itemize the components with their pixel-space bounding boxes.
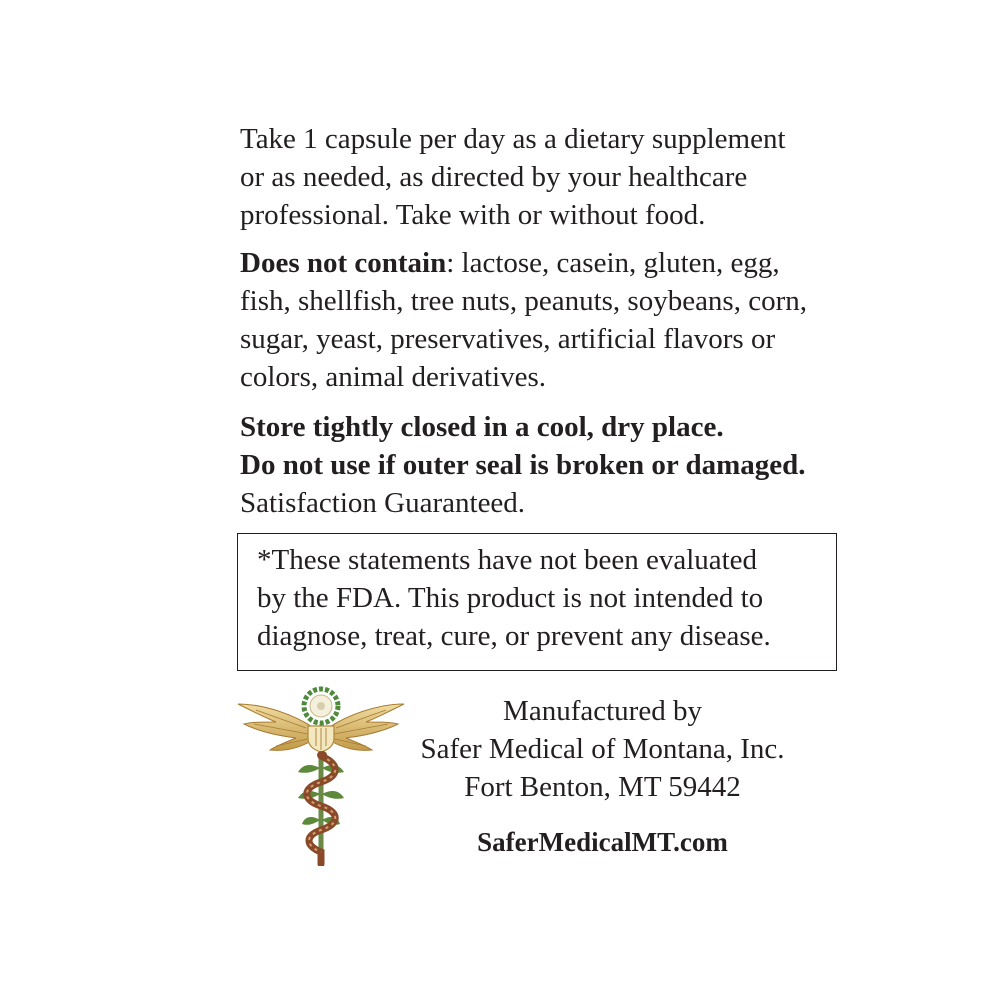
allergens-paragraph (240, 244, 880, 396)
satisfaction-guarantee: Satisfaction Guaranteed. (240, 487, 526, 519)
manufacturer-address: Fort Benton, MT 59442 (464, 771, 741, 803)
manufacturer-block (400, 692, 805, 806)
storage-paragraph (240, 408, 880, 522)
website-url: SaferMedicalMT.com (477, 827, 728, 857)
fda-disclaimer-line: diagnose, treat, cure, or prevent any disease. (257, 620, 771, 652)
directions-line: or as needed, as directed by your healthcare (240, 161, 748, 193)
directions-line: Take 1 capsule per day as a dietary supplement (240, 123, 786, 155)
storage-instruction: Store tightly closed in a cool, dry place. (240, 411, 724, 443)
manufactured-by-label: Manufactured by (503, 695, 702, 727)
fda-disclaimer-line: by the FDA. This product is not intended to (257, 582, 764, 614)
supplement-label-text (240, 120, 880, 522)
caduceus-icon (236, 676, 406, 866)
allergens-heading: Does not contain (240, 247, 447, 279)
directions-paragraph (240, 120, 880, 234)
allergens-line: sugar, yeast, preservatives, artificial flavors or (240, 323, 776, 355)
allergens-line: fish, shellfish, tree nuts, peanuts, soybeans, corn, (240, 285, 808, 317)
seal-warning: Do not use if outer seal is broken or damaged. (240, 449, 806, 481)
allergens-list-start: : lactose, casein, gluten, egg, (446, 247, 780, 279)
allergens-line: colors, animal derivatives. (240, 361, 547, 393)
fda-disclaimer-box (237, 533, 837, 671)
manufacturer-name: Safer Medical of Montana, Inc. (420, 733, 785, 765)
fda-disclaimer-line: *These statements have not been evaluated (257, 544, 758, 576)
allergens-first-line (240, 244, 880, 282)
directions-line: professional. Take with or without food. (240, 199, 706, 231)
